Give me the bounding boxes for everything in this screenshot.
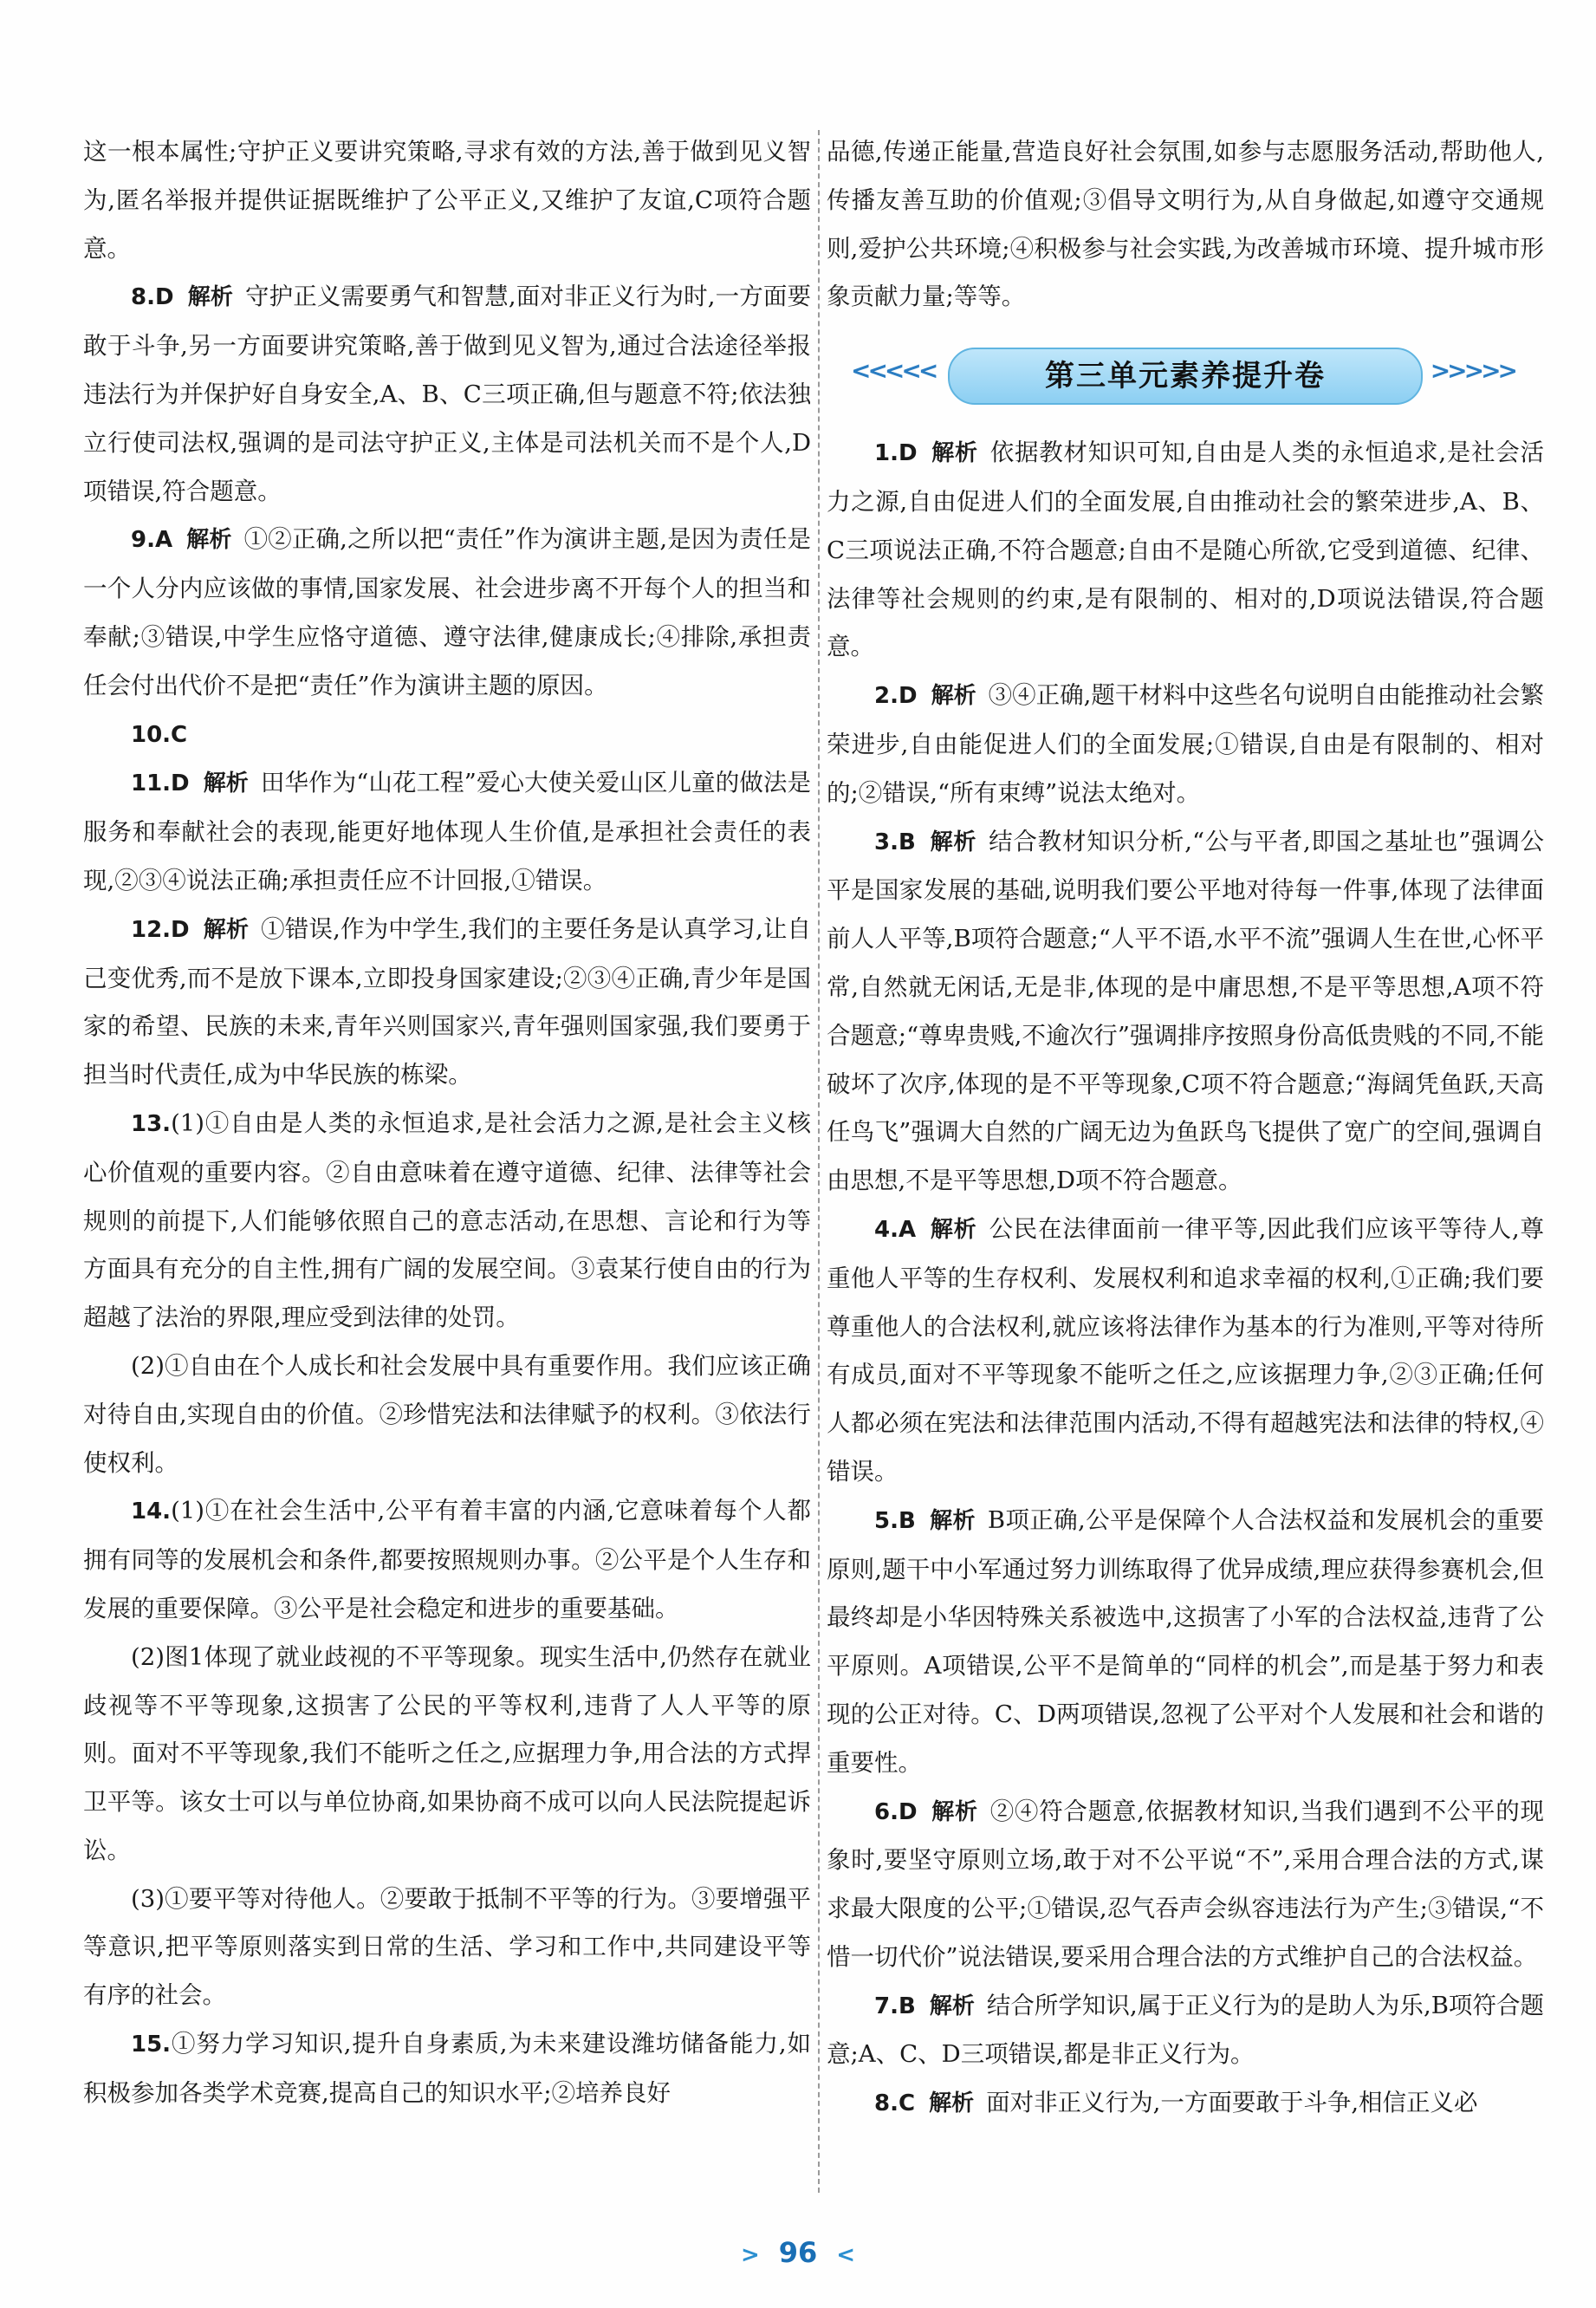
analysis-tag: 解析: [929, 829, 977, 855]
right-arrows-icon: >>>>>: [1430, 356, 1515, 386]
analysis-tag: 解析: [187, 284, 233, 311]
answer-text: ①②正确,之所以把“责任”作为演讲主题,是因为责任是一个人分内应该做的事情,国家发展、社会进步离不开每个人的担当和奉献;③错误,中学生应恪守道德、遵守法律,健康成长;④排除,承担责任会付出代价不是把“责任”作为演讲主题的原因。: [83, 525, 811, 699]
answer-number: 7.B: [874, 1993, 916, 2019]
answer-number: 9.A: [131, 527, 173, 554]
answer-item: [827, 1788, 1544, 1982]
analysis-tag: 解析: [931, 440, 978, 467]
answer-text: ①错误,作为中学生,我们的主要任务是认真学习,让自己变优秀,而不是放下课本,立即投身国家建设;②③④正确,青少年是国家的希望、民族的未来,青年兴则国家兴,青年强则国家强,我们要勇于担当时代责任,成为中华民族的栋梁。: [83, 914, 811, 1089]
answer-item: [83, 759, 811, 905]
answer-item: [83, 1487, 811, 1633]
right-column: [827, 128, 1544, 2129]
page-number: 96: [778, 2236, 818, 2269]
answer-number: 12.D: [131, 916, 190, 943]
chevron-right-icon: >: [740, 2242, 760, 2268]
answer-item: [83, 1100, 811, 1343]
analysis-tag: 解析: [931, 683, 976, 710]
analysis-tag: 解析: [929, 1507, 976, 1534]
answer-number: 5.B: [874, 1507, 916, 1534]
answer-item: [827, 2079, 1544, 2129]
answer-text: ②④符合题意,依据教材知识,当我们遇到不公平的现象时,要坚守原则立场,敢于对不公平说“不”,采用合理合法的方式,谋求最大限度的公平;①错误,忍气吞声会纵容违法行为产生;③错误,“不惜一切代价”说法错误,要采用合理合法的方式维护自己的合法权益。: [827, 1797, 1544, 1971]
answer-item: [83, 273, 811, 516]
answer-continuation: 这一根本属性;守护正义要讲究策略,寻求有效的方法,善于做到见义智为,匿名举报并提供证据既维护了公平正义,又维护了友谊,C项符合题意。: [83, 138, 811, 263]
answer-item: [827, 1206, 1544, 1497]
answer-text: ①努力学习知识,提升自身素质,为未来建设潍坊储备能力,如积极参加各类学术竞赛,提高自己的知识水平;②培养良好: [83, 2030, 811, 2107]
answer-item: [827, 672, 1544, 817]
answer-subpart: (2)图1体现了就业歧视的不平等现象。现实生活中,仍然存在就业歧视等不平等现象,这损害了公民的平等权利,违背了人人平等的原则。面对不平等现象,我们不能听之任之,应据理力争,用合法的方式捍卫平等。该女士可以与单位协商,如果协商不成可以向人民法院提起诉讼。: [83, 1642, 811, 1864]
answer-item: [83, 906, 811, 1100]
answer-text: (1)①自由是人类的永恒追求,是社会活力之源,是社会主义核心价值观的重要内容。②自由意味着在遵守道德、纪律、法律等社会规则的前提下,人们能够依照自己的意志活动,在思想、言论和行为等方面具有充分的自主性,拥有广阔的发展空间。③袁某行使自由的行为超越了法治的界限,理应受到法律的处罚。: [83, 1108, 811, 1332]
answer-number: 3.B: [874, 829, 916, 855]
answer-number: 8.D: [131, 284, 174, 311]
answer-item: [827, 1982, 1544, 2080]
answer-continuation: 品德,传递正能量,营造良好社会氛围,如参与志愿服务活动,帮助他人,传播友善互助的价值观;③倡导文明行为,从自身做起,如遵守交通规则,爱护公共环境;④积极参与社会实践,为改善城市环境、提升城市形象贡献力量;等等。: [827, 138, 1544, 311]
analysis-tag: 解析: [203, 916, 250, 943]
analysis-tag: 解析: [929, 1993, 975, 2019]
answer-item: [827, 1497, 1544, 1788]
answer-text: 面对非正义行为,一方面要敢于斗争,相信正义必: [986, 2089, 1478, 2117]
answer-text: B项正确,公平是保障个人合法权益和发展机会的重要原则,题干中小军通过努力训练取得了优异成绩,理应获得参赛机会,但最终却是小华因特殊关系被选中,这损害了小军的合法权益,违背了公平原则。A项错误,公平不是简单的“同样的机会”,而是基于努力和表现的公正对待。C、D两项错误,忽视了公平对个人发展和社会和谐的重要性。: [827, 1505, 1544, 1777]
answer-number: 8.C: [874, 2090, 916, 2117]
answer-number: 13.: [131, 1110, 172, 1137]
answer-number: 1.D: [874, 440, 918, 467]
answer-subpart: (3)①要平等对待他人。②要敢于抵制不平等的行为。③要增强平等意识,把平等原则落实到日常的生活、学习和工作中,共同建设平等有序的社会。: [83, 1884, 811, 2010]
answer-number: 4.A: [874, 1216, 917, 1243]
left-column: [83, 128, 811, 2118]
analysis-tag: 解析: [203, 770, 249, 797]
answer-number: 10.C: [131, 721, 188, 748]
answer-number: 15.: [131, 2032, 172, 2058]
answer-text: 结合所学知识,属于正义行为的是助人为乐,B项符合题意;A、C、D三项错误,都是非正义行为。: [827, 1991, 1544, 2069]
answer-text: 公民在法律面前一律平等,因此我们应该平等待人,尊重他人平等的生存权利、发展权利和追求幸福的权利,①正确;我们要尊重他人的合法权利,就应该将法律作为基本的行为准则,平等对待所有成员,面对不平等现象不能听之任之,应该据理力争,②③正确;任何人都必须在宪法和法律范围内活动,不得有超越宪法和法律的特权,④错误。: [827, 1214, 1544, 1486]
answer-item: [83, 711, 811, 760]
analysis-tag: 解析: [931, 1798, 978, 1825]
analysis-tag: 解析: [929, 2090, 975, 2117]
chevron-left-icon: <: [836, 2242, 856, 2268]
answer-subpart: (2)①自由在个人成长和社会发展中具有重要作用。我们应该正确对待自由,实现自由的价值。②珍惜宪法和法律赋予的权利。③依法行使权利。: [83, 1351, 811, 1477]
answer-text: 依据教材知识可知,自由是人类的永恒追求,是社会活力之源,自由促进人们的全面发展,自由推动社会的繁荣进步,A、B、C三项说法正确,不符合题意;自由不是随心所欲,它受到道德、纪律、法律等社会规则的约束,是有限制的、相对的,D项说法错误,符合题意。: [827, 439, 1544, 661]
page-number-footer: [0, 2236, 1596, 2269]
section-title: 第三单元素养提升卷: [948, 348, 1423, 405]
answer-item: [83, 2020, 811, 2118]
answer-number: 6.D: [874, 1798, 918, 1825]
section-banner: [827, 332, 1544, 415]
answer-item: [83, 516, 811, 710]
analysis-tag: 解析: [186, 527, 232, 554]
answer-text: (1)①在社会生活中,公平有着丰富的内涵,它意味着每个人都拥有同等的发展机会和条件,都要按照规则办事。②公平是个人生存和发展的重要保障。③公平是社会稳定和进步的重要基础。: [83, 1497, 811, 1622]
left-arrows-icon: <<<<<: [851, 356, 936, 386]
answer-number: 2.D: [874, 683, 918, 710]
answer-number: 14.: [131, 1499, 172, 1525]
analysis-tag: 解析: [930, 1216, 977, 1243]
column-divider: [818, 130, 820, 2193]
answer-text: 田华作为“山花工程”爱心大使关爱山区儿童的做法是服务和奉献社会的表现,能更好地体现人生价值,是承担社会责任的表现,②③④说法正确;承担责任应不计回报,①错误。: [83, 769, 811, 894]
answer-item: [827, 429, 1544, 672]
answer-text: ③④正确,题干材料中这些名句说明自由能推动社会繁荣进步,自由能促进人们的全面发展;①错误,自由是有限制的、相对的;②错误,“所有束缚”说法太绝对。: [827, 681, 1544, 807]
answer-text: 结合教材知识分析,“公与平者,即国之基址也”强调公平是国家发展的基础,说明我们要公平地对待每一件事,体现了法律面前人人平等,B项符合题意;“人平不语,水平不流”强调人生在世,心怀平常,自然就无闲话,无是非,体现的是中庸思想,不是平等思想,A项不符合题意;“尊卑贵贱,不逾次行”强调排序按照身份高低贵贱的不同,不能破坏了次序,体现的是不平等现象,C项不符合题意;“海阔凭鱼跃,天高任鸟飞”强调大自然的广阔无边为鱼跃鸟飞提供了宽广的空间,强调自由思想,不是平等思想,D项不符合题意。: [827, 827, 1544, 1195]
answer-text: 守护正义需要勇气和智慧,面对非正义行为时,一方面要敢于斗争,另一方面要讲究策略,善于做到见义智为,通过合法途径举报违法行为并保护好自身安全,A、B、C三项正确,但与题意不符;依法独立行使司法权,强调的是司法守护正义,主体是司法机关而不是个人,D项错误,符合题意。: [83, 283, 811, 505]
answer-item: [827, 818, 1544, 1206]
answer-number: 11.D: [131, 770, 190, 797]
